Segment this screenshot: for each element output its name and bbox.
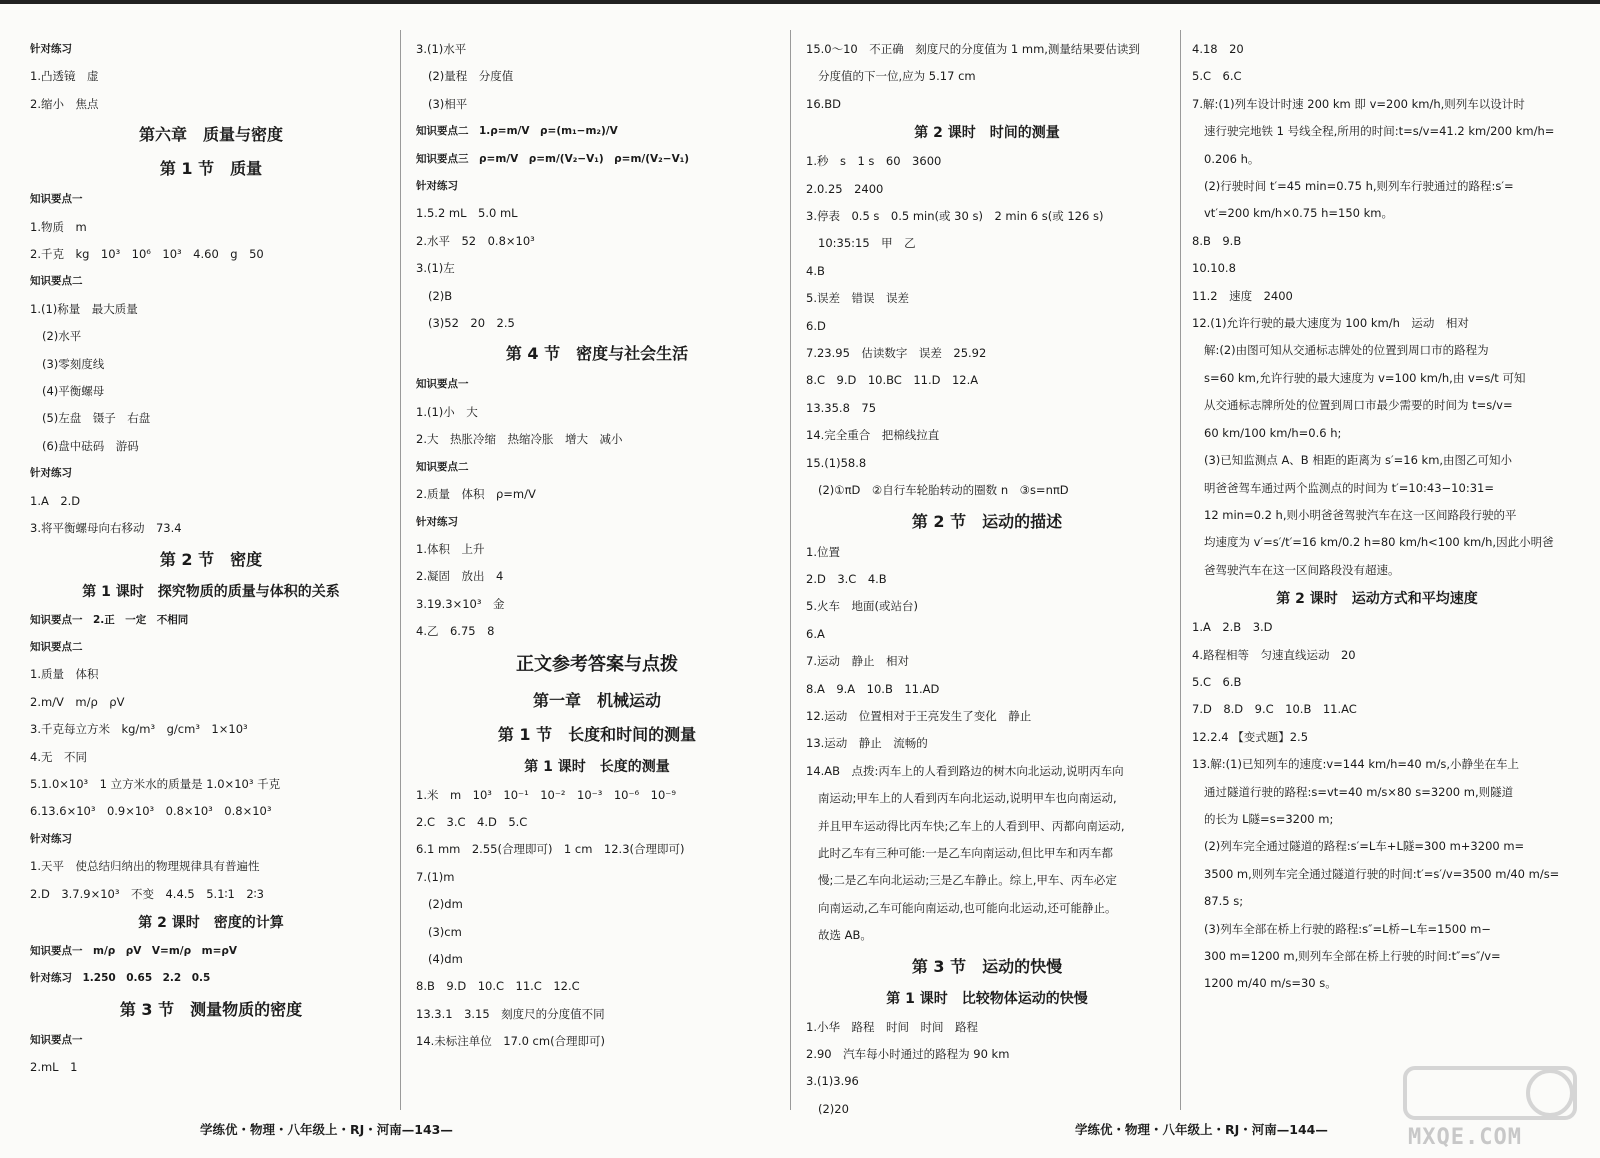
answer-line: 7.23.95 估读数字 误差 25.92 [806,346,987,361]
answer-line: (5)左盘 镊子 右盘 [42,411,151,426]
subsection-label: 针对练习 [30,832,72,845]
answer-line: 13.35.8 75 [806,400,877,415]
answer-line: 1.A 2.B 3.D [1192,620,1273,635]
answer-line: 14.完全重合 把棉线拉直 [806,428,940,443]
answer-line: 5.火车 地面(或站台) [806,599,918,614]
column-divider [400,30,401,1110]
answer-line: 爸驾驶汽车在这一区间路段没有超速。 [1204,562,1400,577]
answer-line: 3.19.3×10³ 金 [416,596,505,611]
answer-line: 的长为 L隧=s=3200 m; [1204,811,1334,826]
answer-line: 1.物质 m [30,219,87,234]
section-heading: 第 2 节 运动的描述 [911,511,1063,531]
section-heading: 第 3 节 运动的快慢 [911,956,1063,976]
answer-line: 2.大 热胀冷缩 热缩冷胀 增大 减小 [416,432,623,447]
column-1 [30,36,392,1082]
answer-line: 13.3.1 3.15 刻度尺的分度值不同 [416,1006,605,1021]
section-heading: 正文参考答案与点拨 [516,653,678,675]
answer-line: 14.未标注单位 17.0 cm(合理即可) [416,1034,606,1049]
answer-line: (2)B [428,288,453,303]
answer-line: 此时乙车有三种可能:一是乙车向南运动,但比甲车和丙车都 [818,845,1114,860]
answer-line: 16.BD [806,96,842,111]
answer-line: 13.解:(1)已知列车的速度:v=144 km/h=40 m/s,小静坐在车上 [1192,757,1520,772]
answer-line: (3)相平 [428,96,468,111]
answer-line: (6)盘中砝码 游码 [42,438,139,453]
column-4 [1192,36,1562,998]
answer-line: 慢;二是乙车向北运动;三是乙车静止。综上,甲车、丙车必定 [818,873,1117,888]
section-heading: 第 2 课时 时间的测量 [914,125,1060,142]
footer-left: 学练优・物理・八年级上・RJ・河南—143— [200,1122,453,1137]
answer-line: 解:(2)由图可知从交通标志牌处的位置到周口市的路程为 [1204,343,1489,358]
answer-line: (2)①πD ②自行车轮胎转动的圈数 n ③s=nπD [818,483,1069,498]
subsection-label: 知识要点二 [30,640,83,653]
answer-line: 1.(1)称量 最大质量 [30,301,138,316]
subsection-label: 知识要点二 [416,460,469,473]
section-heading: 第六章 质量与密度 [138,125,283,145]
answer-line: s=60 km,允许行驶的最大速度为 v=100 km/h,由 v=s/t 可知 [1204,370,1526,385]
subsection-label: 知识要点一 2.正 一定 不相同 [30,613,189,626]
answer-line: 通过隧道行驶的路程:s=vt=40 m/s×80 s=3200 m,则隧道 [1204,784,1514,799]
answer-line: 3.(1)水平 [416,42,467,56]
answer-line: 向南运动,乙车可能向南运动,也可能向北运动,还可能静止。 [818,900,1117,915]
subsection-label: 针对练习 1.250 0.65 2.2 0.5 [30,972,211,985]
answer-line: 6.13.6×10³ 0.9×10³ 0.8×10³ 0.8×10³ [30,804,272,819]
answer-line: 3.(1)左 [416,261,455,276]
answer-line: 南运动;甲车上的人看到丙车向北运动,说明甲车也向南运动, [818,791,1117,806]
answer-line: 1.凸透镜 虚 [30,69,99,84]
answer-line: 分度值的下一位,应为 5.17 cm [818,69,976,84]
answer-line: 2.m/V m/ρ ρV [30,694,125,709]
page-divider [790,30,791,1110]
answer-line: 均速度为 v′=s′/t′=16 km/0.2 h=80 km/h<100 km/h,因此小明爸 [1204,535,1554,550]
column-2 [416,36,778,1056]
answer-line: (3)52 20 2.5 [428,316,515,331]
answer-line: 2.mL 1 [30,1060,78,1075]
subsection-label: 针对练习 [416,515,458,528]
answer-line: 速行驶完地铁 1 号线全程,所用的时间:t=s/v=41.2 km/200 km/h= [1204,124,1555,139]
column-divider [1180,30,1181,1110]
section-heading: 第 4 节 密度与社会生活 [505,344,689,364]
answer-line: 8.A 9.A 10.B 11.AD [806,681,940,696]
section-heading: 第 1 节 质量 [159,159,263,179]
answer-line: 14.AB 点拨:丙车上的人看到路边的树木向北运动,说明丙车向 [806,763,1124,778]
answer-line: 6.D [806,318,826,333]
answer-line: 2.质量 体积 ρ=m/V [416,487,536,502]
answer-line: 故选 AB。 [818,928,872,943]
answer-line: 10.10.8 [1192,261,1236,276]
answer-line: (2)量程 分度值 [428,69,514,84]
section-heading: 第 1 课时 比较物体运动的快慢 [886,990,1088,1007]
section-heading: 第 1 课时 探究物质的质量与体积的关系 [82,583,340,600]
answer-line: 4.B [806,263,825,278]
answer-line: (2)dm [428,897,463,912]
answer-line: 4.路程相等 匀速直线运动 20 [1192,647,1356,662]
answer-line: 1200 m/40 m/s=30 s。 [1204,976,1337,991]
answer-line: 300 m=1200 m,则列车全部在桥上行驶的时间:t″=s″/v= [1204,949,1501,963]
section-heading: 第 2 课时 密度的计算 [138,914,284,931]
section-heading: 第 1 节 长度和时间的测量 [497,724,697,744]
subsection-label: 针对练习 [30,467,72,480]
answer-line: 4.无 不同 [30,749,87,764]
answer-line: (3)已知监测点 A、B 相距的距离为 s′=16 km,由图乙可知小 [1204,453,1513,468]
answer-line: 明爸爸驾车通过两个监测点的时间为 t′=10:43−10:31= [1204,480,1494,495]
answer-line: 5.1.0×10³ 1 立方米水的质量是 1.0×10³ 千克 [30,776,281,791]
footer-right: 学练优・物理・八年级上・RJ・河南—144— [1075,1122,1328,1137]
section-heading: 第 1 课时 长度的测量 [524,758,670,775]
answer-line: 15.0～10 不正确 刻度尺的分度值为 1 mm,测量结果要估读到 [806,42,1140,56]
answer-line: 60 km/100 km/h=0.6 h; [1204,425,1342,440]
subsection-label: 知识要点三 ρ=m/V ρ=m/(V₂−V₁) ρ=m/(V₂−V₁) [416,152,690,165]
answer-line: 8.B 9.B [1192,233,1242,248]
answer-line: 12.运动 位置相对于王亮发生了变化 静止 [806,708,1032,723]
answer-line: 1.小华 路程 时间 时间 路程 [806,1019,978,1034]
answer-line: 5.C 6.B [1192,674,1242,689]
subsection-label: 知识要点二 [30,275,83,288]
answer-line: 2.90 汽车每小时通过的路程为 90 km [806,1047,1010,1061]
answer-line: 10:35:15 甲 乙 [818,236,916,251]
subsection-label: 针对练习 [30,43,72,55]
answer-line: 0.206 h。 [1204,151,1260,166]
answer-line: 8.C 9.D 10.BC 11.D 12.A [806,373,979,388]
subsection-label: 知识要点一 m/ρ ρV V=m/ρ m=ρV [30,944,238,957]
answer-line: 2.D 3.C 4.B [806,571,887,586]
answer-line: 7.解:(1)列车设计时速 200 km 即 v=200 km/h,则列车以设计时 [1192,96,1525,111]
answer-line: (2)20 [818,1101,849,1116]
answer-line: 3.(1)3.96 [806,1074,859,1089]
answer-line: 3.将平衡螺母向右移动 73.4 [30,521,182,536]
answer-line: 7.D 8.D 9.C 10.B 11.AC [1192,702,1357,717]
answer-line: 5.C 6.C [1192,69,1242,84]
answer-line: 1.位置 [806,544,840,559]
answer-line: 2.C 3.C 4.D 5.C [416,814,528,829]
answer-line: 11.2 速度 2400 [1192,288,1293,303]
answer-line: 8.B 9.D 10.C 11.C 12.C [416,979,580,994]
answer-line: 6.1 mm 2.55(合理即可) 1 cm 12.3(合理即可) [416,842,685,857]
answer-line: 2.千克 kg 10³ 10⁶ 10³ 4.60 g 50 [30,247,264,262]
answer-line: (3)cm [428,924,462,939]
subsection-label: 知识要点一 [416,378,469,391]
answer-line: 2.0.25 2400 [806,181,884,196]
answer-line: (2)水平 [42,329,82,344]
answer-line: 13.运动 静止 流畅的 [806,736,928,751]
answer-line: 3500 m,则列车完全通过隧道行驶的时间:t′=s′/v=3500 m/40 m/s= [1204,866,1560,881]
answer-line: 1.体积 上升 [416,541,485,556]
subsection-label: 知识要点一 [30,1033,83,1046]
answer-line: 1.米 m 10³ 10⁻¹ 10⁻² 10⁻³ 10⁻⁶ 10⁻⁹ [416,787,676,802]
watermark-text: MXQE.COM [1408,1125,1522,1150]
subsection-label: 知识要点二 1.ρ=m/V ρ=(m₁−m₂)/V [416,125,618,138]
answer-line: 1.质量 体积 [30,667,99,682]
answer-line: 从交通标志牌所处的位置到周口市最少需要的时间为 t=s/v= [1204,398,1513,413]
answer-line: 1.(1)小 大 [416,404,478,419]
answer-line: 1.天平 使总结归纳出的物理规律具有普遍性 [30,859,260,874]
answer-line: 7.(1)m [416,869,455,884]
section-heading: 第 3 节 测量物质的密度 [119,999,303,1019]
column-3 [806,36,1168,1123]
answer-line: (4)dm [428,951,463,966]
answer-line: (2)行驶时间 t′=45 min=0.75 h,则列车行驶通过的路程:s′= [1204,179,1514,194]
answer-line: 12.2.4 【变式题】2.5 [1192,729,1309,744]
subsection-label: 知识要点一 [30,193,83,206]
answer-line: 2.缩小 焦点 [30,96,99,111]
answer-line: vt′=200 km/h×0.75 h=150 km。 [1204,206,1393,221]
answer-line: 15.(1)58.8 [806,455,867,470]
answer-line: (3)零刻度线 [42,356,105,371]
answer-line: 4.乙 6.75 8 [416,624,495,639]
subsection-label: 针对练习 [416,180,458,193]
answer-line: 5.误差 错误 误差 [806,291,909,306]
answer-line: 4.18 20 [1192,42,1244,56]
answer-line: 6.A [806,626,825,641]
section-heading: 第 2 节 密度 [159,549,263,569]
answer-line: 3.千克每立方米 kg/m³ g/cm³ 1×10³ [30,722,248,737]
answer-line: 2.D 3.7.9×10³ 不变 4.4.5 5.1∶1 2∶3 [30,886,264,901]
answer-line: 1.A 2.D [30,493,81,508]
answer-line: (4)平衡螺母 [42,384,105,399]
top-border [0,0,1600,4]
answer-line: 7.运动 静止 相对 [806,654,909,669]
answer-line: 87.5 s; [1204,894,1244,909]
answer-line: 1.5.2 mL 5.0 mL [416,206,518,221]
answer-line: (2)列车完全通过隧道的路程:s′=L车+L隧=300 m+3200 m= [1204,839,1525,854]
answer-line: 并且甲车运动得比丙车快;乙车上的人看到甲、丙都向南运动, [818,818,1125,833]
section-heading: 第一章 机械运动 [532,690,661,710]
answer-line: 1.秒 s 1 s 60 3600 [806,154,942,169]
answer-line: 2.凝固 放出 4 [416,569,504,584]
answer-line: 2.水平 52 0.8×10³ [416,233,535,248]
answer-line: (3)列车全部在桥上行驶的路程:s″=L桥−L车=1500 m− [1204,921,1491,936]
answer-line: 12 min=0.2 h,则小明爸爸驾驶汽车在这一区间路段行驶的平 [1204,507,1517,522]
section-heading: 第 2 课时 运动方式和平均速度 [1276,591,1478,608]
answer-line: 12.(1)允许行驶的最大速度为 100 km/h 运动 相对 [1192,316,1469,331]
answer-line: 3.停表 0.5 s 0.5 min(或 30 s) 2 min 6 s(或 126 s) [806,209,1104,224]
